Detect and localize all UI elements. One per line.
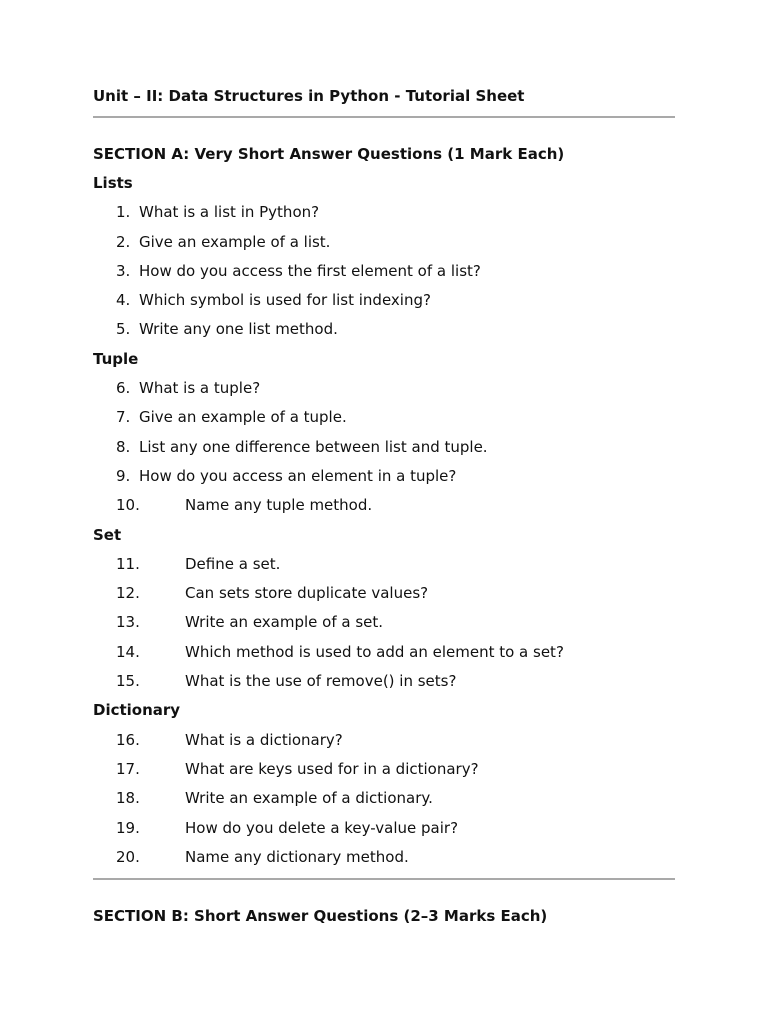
section-a-questions — [93, 174, 675, 877]
question-item — [93, 731, 675, 760]
question-number: 3. — [116, 261, 131, 280]
question-number: 2. — [116, 232, 131, 251]
question-number: 9. — [116, 466, 131, 485]
section-divider — [93, 878, 675, 880]
question-text: List any one difference between list and tuple. — [139, 437, 488, 456]
question-number: 19. — [116, 818, 140, 837]
question-text: Which symbol is used for list indexing? — [139, 291, 431, 310]
topic-row-tuple — [93, 350, 675, 379]
question-number: 14. — [116, 642, 140, 661]
question-item — [93, 379, 675, 408]
question-item — [93, 584, 675, 613]
topic-heading-tuple: Tuple — [93, 349, 139, 368]
question-item — [93, 672, 675, 701]
question-text: How do you access the first element of a list? — [139, 261, 481, 280]
question-text: Which method is used to add an element to a set? — [185, 642, 564, 661]
question-item — [93, 496, 675, 525]
question-text: How do you access an element in a tuple? — [139, 466, 457, 485]
section-a-heading: SECTION A: Very Short Answer Questions (1 Mark Each) — [93, 145, 565, 163]
question-item — [93, 320, 675, 349]
question-number: 15. — [116, 672, 140, 691]
question-item — [93, 262, 675, 291]
question-number: 5. — [116, 320, 131, 339]
question-text: Give an example of a list. — [139, 232, 331, 251]
question-item — [93, 203, 675, 232]
question-text: Write any one list method. — [139, 320, 338, 339]
question-text: Give an example of a tuple. — [139, 408, 347, 427]
question-item — [93, 408, 675, 437]
question-text: Can sets store duplicate values? — [185, 584, 429, 603]
question-item — [93, 555, 675, 584]
question-number: 6. — [116, 379, 131, 398]
question-number: 4. — [116, 291, 131, 310]
question-item — [93, 467, 675, 496]
question-number: 20. — [116, 847, 140, 866]
question-item — [93, 438, 675, 467]
question-text: Write an example of a dictionary. — [185, 789, 433, 808]
title-divider — [93, 116, 675, 118]
question-item — [93, 848, 675, 877]
question-number: 18. — [116, 789, 140, 808]
question-number: 11. — [116, 554, 140, 573]
question-item — [93, 291, 675, 320]
question-number: 13. — [116, 613, 140, 632]
question-text: What is a list in Python? — [139, 203, 320, 222]
question-number: 7. — [116, 408, 131, 427]
question-item — [93, 789, 675, 818]
question-item — [93, 233, 675, 262]
question-item — [93, 819, 675, 848]
question-text: Name any dictionary method. — [185, 847, 409, 866]
question-number: 16. — [116, 730, 140, 749]
question-text: What is a dictionary? — [185, 730, 343, 749]
question-text: How do you delete a key-value pair? — [185, 818, 459, 837]
question-number: 8. — [116, 437, 131, 456]
topic-row-lists — [93, 174, 675, 203]
question-text: Write an example of a set. — [185, 613, 384, 632]
question-text: Name any tuple method. — [185, 496, 373, 515]
document-title: Unit – II: Data Structures in Python - Tutorial Sheet — [93, 87, 525, 105]
topic-heading-dictionary: Dictionary — [93, 701, 181, 720]
topic-heading-set: Set — [93, 525, 122, 544]
question-number: 17. — [116, 759, 140, 778]
question-text: What are keys used for in a dictionary? — [185, 759, 479, 778]
question-item — [93, 760, 675, 789]
topic-row-set — [93, 526, 675, 555]
question-number: 12. — [116, 584, 140, 603]
question-item — [93, 643, 675, 672]
question-text: What is a tuple? — [139, 379, 261, 398]
section-b-heading: SECTION B: Short Answer Questions (2–3 Marks Each) — [93, 907, 548, 925]
question-number: 1. — [116, 203, 131, 222]
topic-heading-lists: Lists — [93, 174, 133, 192]
question-item — [93, 613, 675, 642]
topic-row-dictionary — [93, 701, 675, 730]
question-number: 10. — [116, 496, 140, 515]
question-text: What is the use of remove() in sets? — [185, 672, 457, 691]
question-text: Define a set. — [185, 554, 281, 573]
